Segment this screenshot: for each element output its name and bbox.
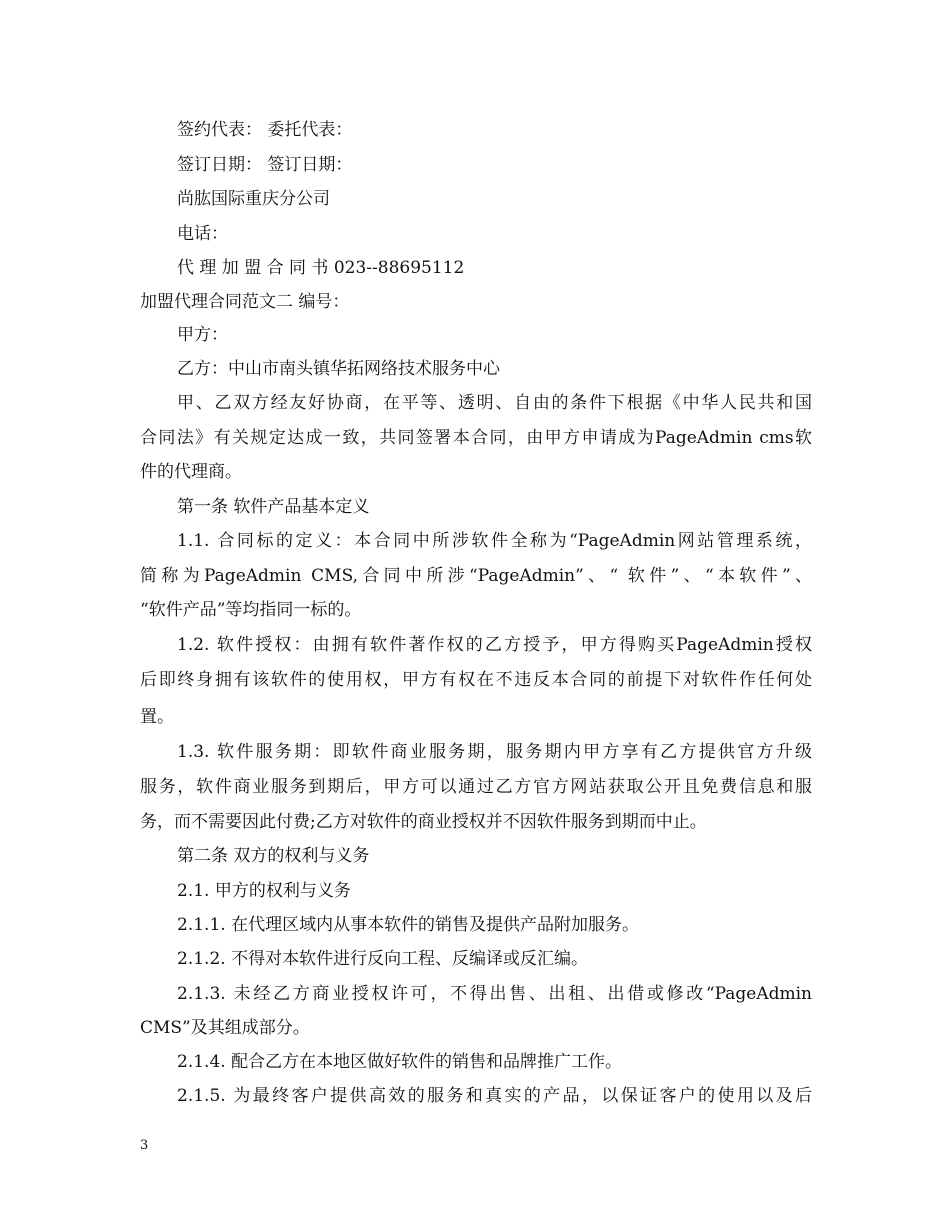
page-number: 3 [140,1138,149,1153]
paragraph-line: 1.3. 软件服务期：即软件商业服务期，服务期内甲方享有乙方提供官方升级 [177,742,812,762]
party-b-line: 乙方：中山市南头镇华拓网络技术服务中心 [177,359,500,379]
paragraph-line: “软件产品”等均指同一标的。 [140,600,362,620]
clause-line: 2.1.5. 为最终客户提供高效的服务和真实的产品，以保证客户的使用以及后 [177,1086,812,1106]
paragraph-line: 简称为PageAdmin CMS,合同中所涉“PageAdmin”、“ 软件”、“本软件”、 [140,566,812,586]
paragraph-line: 合同法》有关规定达成一致，共同签署本合同，由甲方申请成为PageAdmin cms软 [140,428,812,448]
contract-title-line: 代 理 加 盟 合 同 书 023--88695112 [177,258,465,278]
paragraph-line: 件的代理商。 [140,462,242,482]
signatory-line: 签约代表： 委托代表： [177,120,353,140]
phone-line: 电话： [177,224,228,244]
signing-date-line: 签订日期： 签订日期： [177,155,353,175]
paragraph-line: 1.2. 软件授权：由拥有软件著作权的乙方授予，甲方得购买PageAdmin授权 [177,635,812,655]
paragraph-line: 服务，软件商业服务到期后，甲方可以通过乙方官方网站获取公开且免费信息和服 [140,777,812,797]
clause-line: 2.1.1. 在代理区域内从事本软件的销售及提供产品附加服务。 [177,915,640,935]
paragraph-line: 1.1. 合同标的定义：本合同中所涉软件全称为“PageAdmin网站管理系统， [177,531,812,551]
party-a-line: 甲方： [177,325,228,345]
company-line: 尚肱国际重庆分公司 [177,189,330,209]
article-one-heading: 第一条 软件产品基本定义 [177,497,370,517]
clause-line: CMS”及其组成部分。 [140,1018,310,1038]
sample-heading-line: 加盟代理合同范文二 编号： [140,292,350,312]
paragraph-line: 务，而不需要因此付费;乙方对软件的商业授权并不因软件服务到期而中止。 [140,812,707,832]
article-two-heading: 第二条 双方的权利与义务 [177,846,370,866]
clause-line: 2.1.3. 未经乙方商业授权许可，不得出售、出租、出借或修改“PageAdmin [177,984,812,1004]
paragraph-line: 后即终身拥有该软件的使用权，甲方有权在不违反本合同的前提下对软件作任何处 [140,670,812,690]
clause-line: 2.1.4. 配合乙方在本地区做好软件的销售和品牌推广工作。 [177,1052,623,1072]
clause-line: 2.1. 甲方的权利与义务 [177,881,351,901]
clause-line: 2.1.2. 不得对本软件进行反向工程、反编译或反汇编。 [177,949,589,969]
paragraph-line: 置。 [140,707,174,727]
paragraph-line: 甲、乙双方经友好协商，在平等、透明、自由的条件下根据《中华人民共和国 [177,393,812,413]
